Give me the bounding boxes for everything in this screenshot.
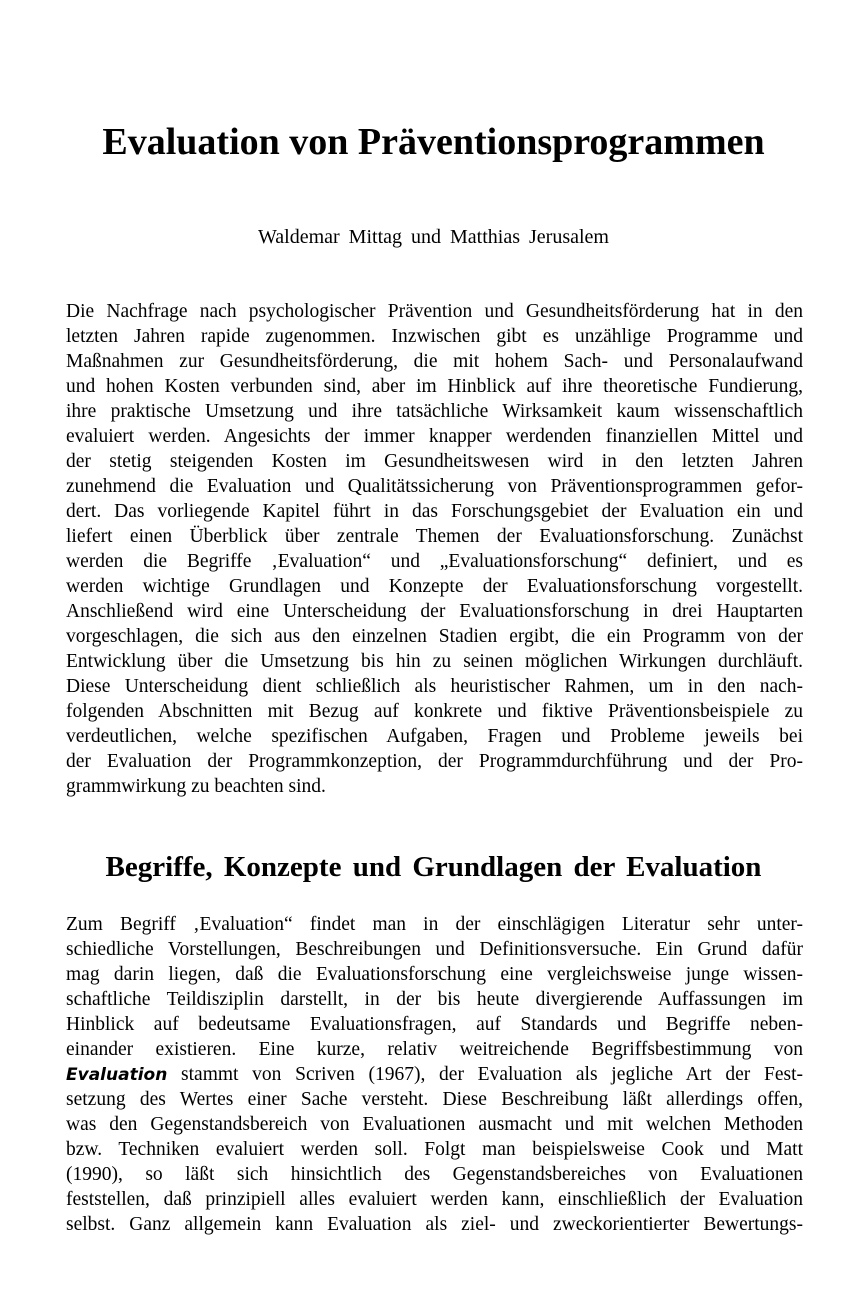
abstract-line: zunehmend die Evaluation und Qualitätssicherung von Präventionsprogrammen gefor- [66,476,803,497]
abstract-line: Maßnahmen zur Gesundheitsförderung, die mit hohem Sach- und Personalaufwand [66,351,803,372]
abstract-line: und hohen Kosten verbunden sind, aber im Hinblick auf ihre theoretische Fundierung, [66,376,803,397]
body-line: schiedliche Vorstellungen, Beschreibungen und Definitionsversuche. Ein Grund dafür [66,939,803,960]
body-line: Hinblick auf bedeutsame Evaluationsfragen, auf Standards und Begriffe neben- [66,1014,803,1035]
emphasized-term: Evaluation [66,1065,168,1085]
body-line: setzung des Wertes einer Sache versteht. Diese Beschreibung läßt allerdings offen, [66,1089,803,1110]
body-line: selbst. Ganz allgemein kann Evaluation als ziel- und zweckorientierter Bewertungs- [66,1214,803,1235]
section-heading: Begriffe, Konzepte und Grundlagen der Evaluation [105,851,762,883]
abstract-line: verdeutlichen, welche spezifischen Aufgaben, Fragen und Probleme jeweils bei [66,726,803,747]
abstract-line: Entwicklung über die Umsetzung bis hin zu seinen möglichen Wirkungen durchläuft. [66,651,803,672]
body-line: was den Gegenstandsbereich von Evaluationen ausmacht und mit welchen Methoden [66,1114,803,1135]
chapter-title: Evaluation von Präventionsprogrammen [102,121,765,163]
body-line-text: stammt von Scriven (1967), der Evaluation als jegliche Art der Fest- [167,1064,803,1085]
author-line: Waldemar Mittag und Matthias Jerusalem [258,226,609,248]
abstract-line: liefert einen Überblick über zentrale Themen der Evaluationsforschung. Zunächst [66,526,803,547]
abstract-line: evaluiert werden. Angesichts der immer knapper werdenden finanziellen Mittel und [66,426,803,447]
abstract-line: folgenden Abschnitten mit Bezug auf konkrete und fiktive Präventionsbeispiele zu [66,701,803,722]
abstract-line: ihre praktische Umsetzung und ihre tatsächliche Wirksamkeit kaum wissenschaftlich [66,401,803,422]
abstract-line: der Evaluation der Programmkonzeption, der Programmdurchführung und der Pro- [66,751,803,772]
abstract-line: Anschließend wird eine Unterscheidung der Evaluationsforschung in drei Hauptarten [66,601,803,622]
body-line-with-term [66,1062,803,1087]
body-line: bzw. Techniken evaluiert werden soll. Folgt man beispielsweise Cook und Matt [66,1139,803,1160]
body-line: (1990), so läßt sich hinsichtlich des Gegenstandsbereiches von Evaluationen [66,1164,803,1185]
abstract-line: dert. Das vorliegende Kapitel führt in das Forschungsgebiet der Evaluation ein und [66,501,803,522]
body-line: Zum Begriff ‚Evaluation“ findet man in der einschlägigen Literatur sehr unter- [66,914,803,935]
body-line: schaftliche Teildisziplin darstellt, in der bis heute divergierende Auffassungen im [66,989,803,1010]
abstract-line: vorgeschlagen, die sich aus den einzelnen Stadien ergibt, die ein Programm von der [66,626,803,647]
abstract-line: Die Nachfrage nach psychologischer Prävention und Gesundheitsförderung hat in den [66,301,803,322]
body-line: mag darin liegen, daß die Evaluationsforschung eine vergleichsweise junge wissen- [66,964,803,985]
abstract-line: werden die Begriffe ‚Evaluation“ und „Evaluationsforschung“ definiert, und es [66,551,803,572]
abstract-line: grammwirkung zu beachten sind. [66,776,326,797]
abstract-paragraph [66,299,803,799]
body-paragraph [66,912,803,1237]
abstract-line: werden wichtige Grundlagen und Konzepte der Evaluationsforschung vorgestellt. [66,576,803,597]
abstract-line: der stetig steigenden Kosten im Gesundheitswesen wird in den letzten Jahren [66,451,803,472]
body-line: einander existieren. Eine kurze, relativ weitreichende Begriffsbestimmung von [66,1039,803,1060]
abstract-line: Diese Unterscheidung dient schließlich als heuristischer Rahmen, um in den nach- [66,676,803,697]
body-line: feststellen, daß prinzipiell alles evaluiert werden kann, einschließlich der Evaluation [66,1189,803,1210]
abstract-line: letzten Jahren rapide zugenommen. Inzwischen gibt es unzählige Programme und [66,326,803,347]
